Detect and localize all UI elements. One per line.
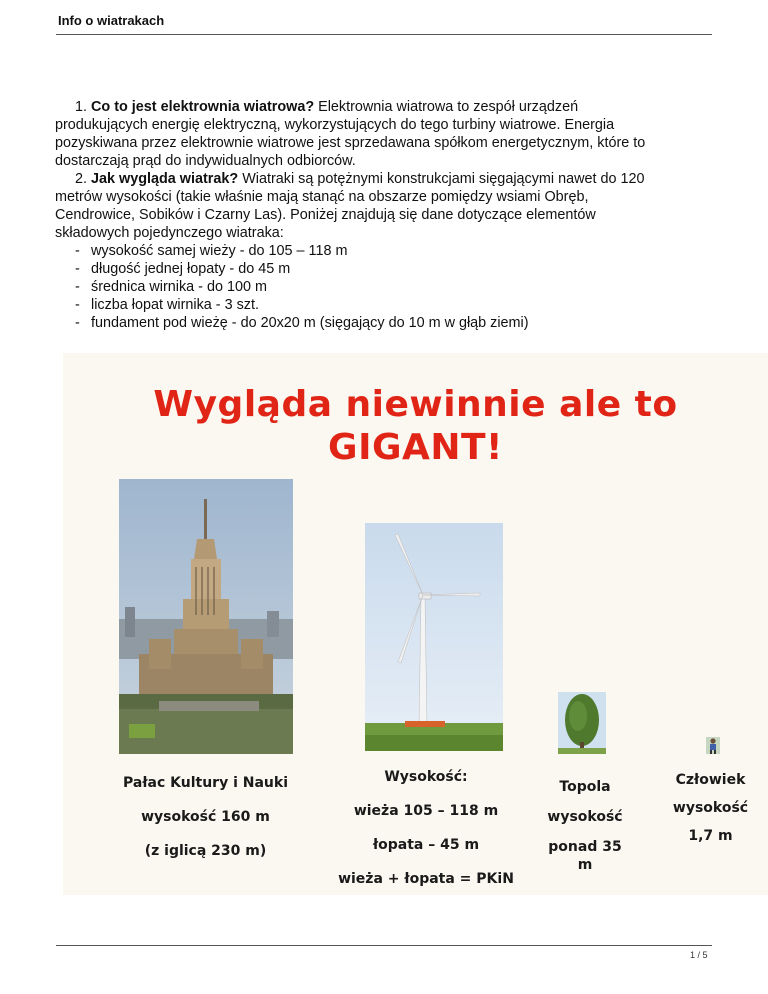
slide-title: Wygląda niewinnie ale to GIGANT!: [153, 384, 678, 468]
palace-photo: [119, 479, 293, 754]
turbine-caption: Wysokość: wieża 105 – 118 m łopata – 45 m wieża + łopata = PKiN: [338, 769, 514, 887]
list-item: - fundament pod wieżę - do 20x20 m (sięgający do 10 m w głąb ziemi): [75, 315, 529, 331]
list-item: - wysokość samej wieży - do 105 – 118 m: [75, 243, 348, 259]
section-1-line: dostarczają prąd do indywidualnych odbiorców.: [55, 153, 356, 169]
page-number: 1 / 5: [690, 950, 708, 960]
list-item: - długość jednej łopaty - do 45 m: [75, 261, 291, 277]
section-1-question: Co to jest elektrownia wiatrowa?: [91, 99, 315, 115]
section-2-line: metrów wysokości (takie właśnie mają stanąć na obszarze pomiędzy wsiami Obręb,: [55, 189, 589, 205]
wind-turbine-photo: [365, 523, 503, 751]
section-2-question: Jak wygląda wiatrak?: [91, 171, 239, 187]
article-body: [55, 98, 715, 332]
list-item: - liczba łopat wirnika - 3 szt.: [75, 297, 259, 313]
section-2-first-line: 2. Jak wygląda wiatrak? Wiatraki są potężnymi konstrukcjami sięgającymi nawet do 120: [75, 171, 645, 187]
section-2-line: Cendrowice, Sobików i Czarny Las). Poniżej znajdują się dane dotyczące elementów: [55, 207, 596, 223]
list-item: - średnica wirnika - do 100 m: [75, 279, 267, 295]
poplar-caption: Topola wysokość ponad 35 m: [547, 779, 623, 873]
poplar-tree-photo: [558, 692, 606, 754]
human-figure-icon: [706, 737, 720, 754]
palace-caption: Pałac Kultury i Nauki wysokość 160 m (z iglicą 230 m): [123, 775, 288, 859]
page-header-title: Info o wiatrakach: [58, 13, 165, 28]
human-caption: Człowiek wysokość 1,7 m: [672, 772, 749, 844]
section-2-line: składowych pojedynczego wiatraka:: [55, 225, 284, 241]
windmill-specs-list: [55, 242, 715, 332]
section-1-line: pozyskiwana przez elektrownie wiatrowe jest sprzedawana spółkom energetycznym, które to: [55, 135, 646, 151]
section-1-first-line: 1. Co to jest elektrownia wiatrowa? Elektrownia wiatrowa to zespół urządzeń: [75, 99, 579, 115]
footer-divider: [56, 945, 712, 946]
section-1-line: produkujących energię elektryczną, wykorzystujących do tego turbiny wiatrowe. Energia: [55, 117, 615, 133]
header-divider: [56, 34, 712, 35]
comparison-slide: [63, 353, 768, 895]
